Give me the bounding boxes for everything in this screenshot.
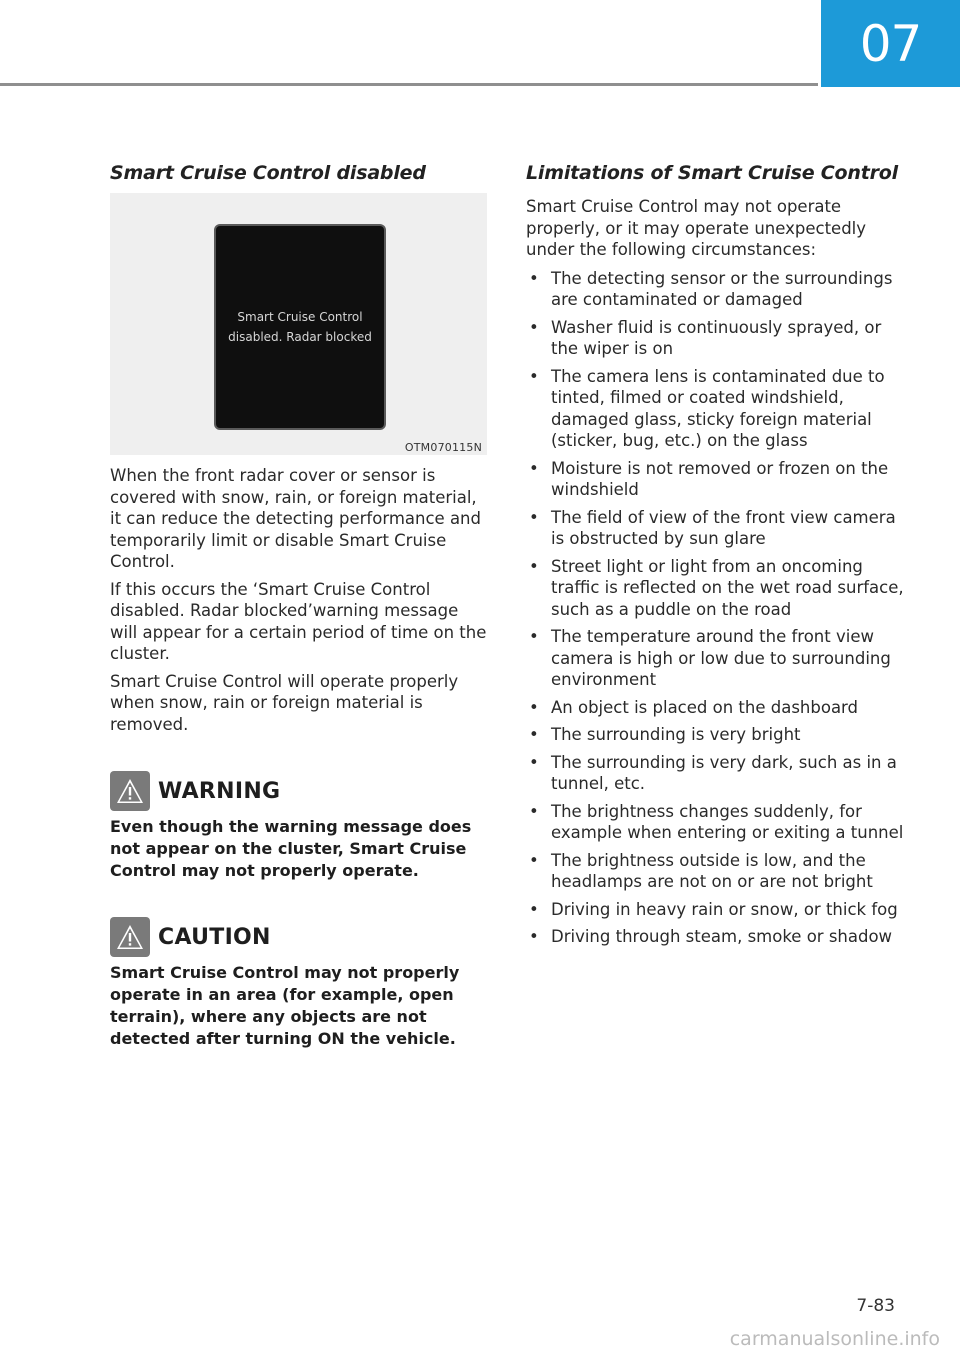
- cluster-figure: [110, 193, 487, 455]
- list-item-text: Washer fluid is continuously sprayed, or the wiper is on: [551, 317, 882, 358]
- left-column: [110, 158, 490, 1050]
- bullet-dot: •: [529, 556, 539, 576]
- bullet-dot: •: [529, 317, 539, 337]
- caution-header: [110, 916, 490, 958]
- list-item: [526, 366, 911, 452]
- figure-code: OTM070115N: [404, 441, 482, 454]
- list-item-text: Driving through steam, smoke or shadow: [551, 927, 893, 946]
- cluster-message-line-1: Smart Cruise Control: [237, 310, 363, 324]
- list-item: [526, 899, 911, 921]
- bullet-dot: •: [529, 801, 539, 821]
- bullet-dot: •: [529, 268, 539, 288]
- chapter-tab: 07: [821, 0, 960, 87]
- cluster-display: [214, 224, 386, 430]
- list-item-text: The field of view of the front view camera is obstructed by sun glare: [551, 507, 896, 548]
- caution-title: CAUTION: [158, 924, 271, 950]
- list-item-text: The surrounding is very dark, such as in a tunnel, etc.: [551, 752, 897, 793]
- list-item: [526, 507, 911, 550]
- list-item: [526, 724, 911, 746]
- list-item: [526, 626, 911, 691]
- bullet-dot: •: [529, 899, 539, 919]
- caution-text: Smart Cruise Control may not properly operate in an area (for example, open terrain), where any objects are not detected after turning ON the vehicle.: [110, 963, 460, 1048]
- list-item-text: Driving in heavy rain or snow, or thick fog: [551, 899, 898, 919]
- list-item: [526, 926, 911, 948]
- list-item-text: The surrounding is very bright: [551, 725, 801, 744]
- watermark: carmanualsonline.info: [729, 1328, 940, 1350]
- warning-triangle-icon: [110, 771, 150, 811]
- list-item-text: The brightness changes suddenly, for example when entering or exiting a tunnel: [551, 801, 904, 842]
- bullet-dot: •: [529, 752, 539, 772]
- intro-paragraph: Smart Cruise Control may not operate properly, or it may operate unexpectedly under the following circumstances:: [526, 197, 867, 259]
- list-item: [526, 458, 911, 501]
- bullet-dot: •: [529, 507, 539, 527]
- list-item: [526, 850, 911, 893]
- right-column: [526, 158, 911, 954]
- warning-title: WARNING: [158, 778, 281, 804]
- warning-text: Even though the warning message does not appear on the cluster, Smart Cruise Control may not properly operate.: [110, 817, 472, 880]
- list-item-text: The camera lens is contaminated due to tinted, filmed or coated windshield, damaged glass, sticky foreign material (sticker, bug, etc.) on the glass: [551, 366, 885, 450]
- caution-triangle-icon: [110, 917, 150, 957]
- section-title-limitations: Limitations of Smart Cruise Control: [526, 162, 898, 184]
- warning-box: [110, 770, 490, 882]
- list-item-text: The detecting sensor or the surroundings are contaminated or damaged: [551, 268, 893, 309]
- list-item: [526, 268, 911, 311]
- bullet-dot: •: [529, 927, 539, 946]
- section-title-scc-disabled: Smart Cruise Control disabled: [110, 162, 426, 184]
- cluster-message-line-2: disabled. Radar blocked: [228, 330, 372, 344]
- list-item: [526, 801, 911, 844]
- list-item: [526, 317, 911, 360]
- page-number: 7-83: [856, 1296, 895, 1316]
- bullet-dot: •: [529, 850, 539, 870]
- bullet-dot: •: [529, 366, 539, 386]
- bullet-dot: •: [529, 458, 539, 478]
- list-item: [526, 752, 911, 795]
- list-item-text: The brightness outside is low, and the headlamps are not on or are not bright: [551, 850, 873, 891]
- list-item: [526, 556, 911, 621]
- list-item-text: An object is placed on the dashboard: [551, 697, 859, 717]
- body-paragraph: Smart Cruise Control will operate properly when snow, rain or foreign material is removed.: [110, 671, 459, 734]
- caution-box: [110, 916, 490, 1050]
- body-paragraph: When the front radar cover or sensor is covered with snow, rain, or foreign material, it can reduce the detecting performance and temporarily limit or disable Smart Cruise Control.: [110, 466, 481, 571]
- bullet-dot: •: [529, 725, 539, 744]
- bullet-dot: •: [529, 627, 539, 646]
- warning-header: [110, 770, 490, 812]
- list-item: [526, 697, 911, 719]
- limitations-list: [526, 268, 911, 948]
- header-rule: [0, 83, 818, 86]
- list-item-text: Street light or light from an oncoming traffic is reflected on the wet road surface, such as a puddle on the road: [551, 556, 904, 619]
- bullet-dot: •: [529, 697, 539, 717]
- body-paragraph: If this occurs the ‘Smart Cruise Control disabled. Radar blocked’warning message will appear for a certain period of time on the cluster.: [110, 579, 487, 663]
- list-item-text: Moisture is not removed or frozen on the windshield: [551, 458, 889, 499]
- list-item-text: The temperature around the front view camera is high or low due to surrounding environment: [551, 627, 891, 689]
